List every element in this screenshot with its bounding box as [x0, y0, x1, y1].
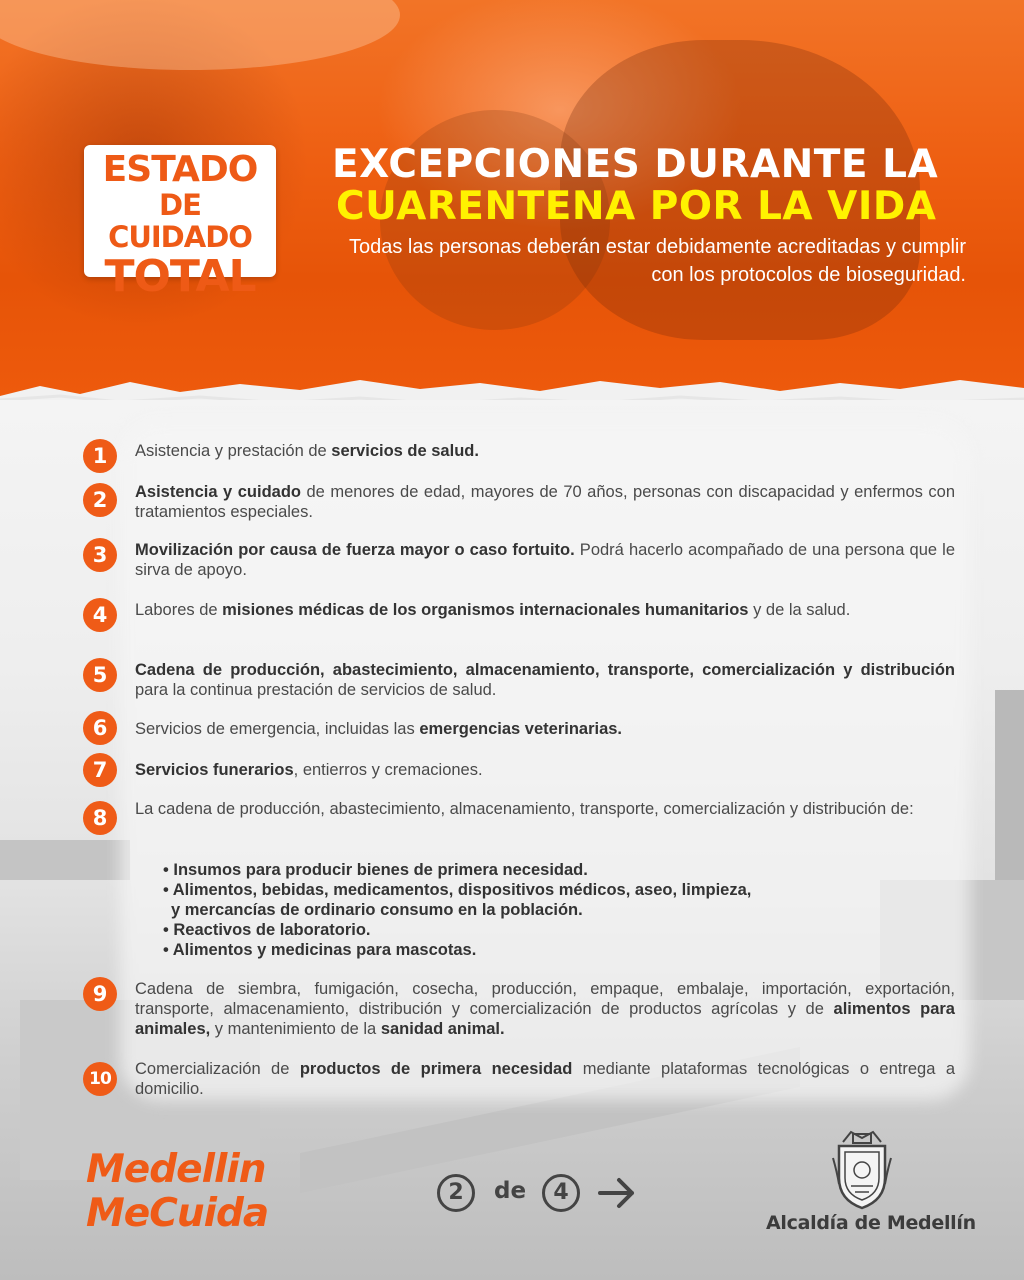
item-text: Asistencia y cuidado de menores de edad, mayores de 70 años, personas con discapacidad y enfermos con tratamientos especiales. [135, 483, 956, 521]
item-text: Servicios funerarios, entierros y cremaciones. [135, 761, 483, 779]
logo-line: Medellin [86, 1147, 266, 1192]
page-title-line-1: EXCEPCIONES DURANTE LA [332, 142, 939, 187]
item-number: 1 [83, 439, 117, 473]
sub-bullet-list [163, 860, 883, 960]
page-separator: de [494, 1178, 527, 1204]
item-text: Servicios de emergencia, incluidas las emergencias veterinarias. [135, 720, 623, 738]
arrow-right-icon[interactable] [597, 1176, 637, 1210]
item-number: 6 [83, 711, 117, 745]
page-title-line-2: CUARENTENA POR LA VIDA [336, 184, 937, 229]
item-text: Cadena de producción, abastecimiento, almacenamiento, transporte, comercialización y distribución para la continua prestación de servicios de salud. [135, 661, 955, 699]
badge-line: ESTADO [102, 149, 258, 190]
sub-bullet: • Insumos para producir bienes de primera necesidad. [163, 860, 883, 880]
alcaldia-de-medellin-brand: Alcaldía de Medellín [766, 1212, 976, 1234]
item-text: La cadena de producción, abastecimiento, almacenamiento, transporte, comercialización y distribución de: [135, 800, 914, 818]
torn-edge-decoration [0, 356, 1024, 400]
sub-bullet: • Alimentos y medicinas para mascotas. [163, 940, 883, 960]
item-number: 9 [83, 977, 117, 1011]
surgical-lamp-decoration [0, 0, 400, 70]
page-subtitle: Todas las personas deberán estar debidamente acreditadas y cumplir con los protocolos de bioseguridad. [348, 236, 966, 286]
badge-line: DE CUIDADO [108, 188, 252, 254]
item-number: 10 [83, 1062, 117, 1096]
sub-bullet: • Alimentos, bebidas, medicamentos, dispositivos médicos, aseo, limpieza, [163, 880, 883, 900]
item-number: 3 [83, 538, 117, 572]
item-number: 8 [83, 801, 117, 835]
estado-cuidado-total-badge [84, 145, 276, 302]
header-banner [0, 0, 1024, 400]
item-number: 4 [83, 598, 117, 632]
item-text: Labores de misiones médicas de los organismos internacionales humanitarios y de la salud. [135, 601, 851, 619]
total-pages: 4 [542, 1174, 580, 1212]
sub-bullet-continuation: y mercancías de ordinario consumo en la población. [171, 901, 583, 919]
coat-of-arms-icon [831, 1128, 893, 1212]
item-number: 5 [83, 658, 117, 692]
item-number: 7 [83, 753, 117, 787]
item-text: Asistencia y prestación de servicios de salud. [135, 442, 479, 460]
medellin-me-cuida-logo [86, 1148, 268, 1236]
item-text: Comercialización de productos de primera necesidad mediante plataformas tecnológicas o entrega a domicilio. [135, 1060, 955, 1098]
item-number: 2 [83, 483, 117, 517]
current-page: 2 [437, 1174, 475, 1212]
badge-line: TOTAL [104, 251, 256, 302]
item-text: Cadena de siembra, fumigación, cosecha, producción, empaque, embalaje, importación, exportación, transporte, almacenamiento, distribución y comercialización de productos agrícolas y de alimentos para animales, y mantenimiento de la sanidad animal. [135, 980, 955, 1038]
item-text: Movilización por causa de fuerza mayor o caso fortuito. Podrá hacerlo acompañado de una persona que le sirva de apoyo. [135, 541, 955, 579]
sub-bullet: • Reactivos de laboratorio. [163, 920, 883, 940]
logo-line: MeCuida [86, 1191, 269, 1236]
